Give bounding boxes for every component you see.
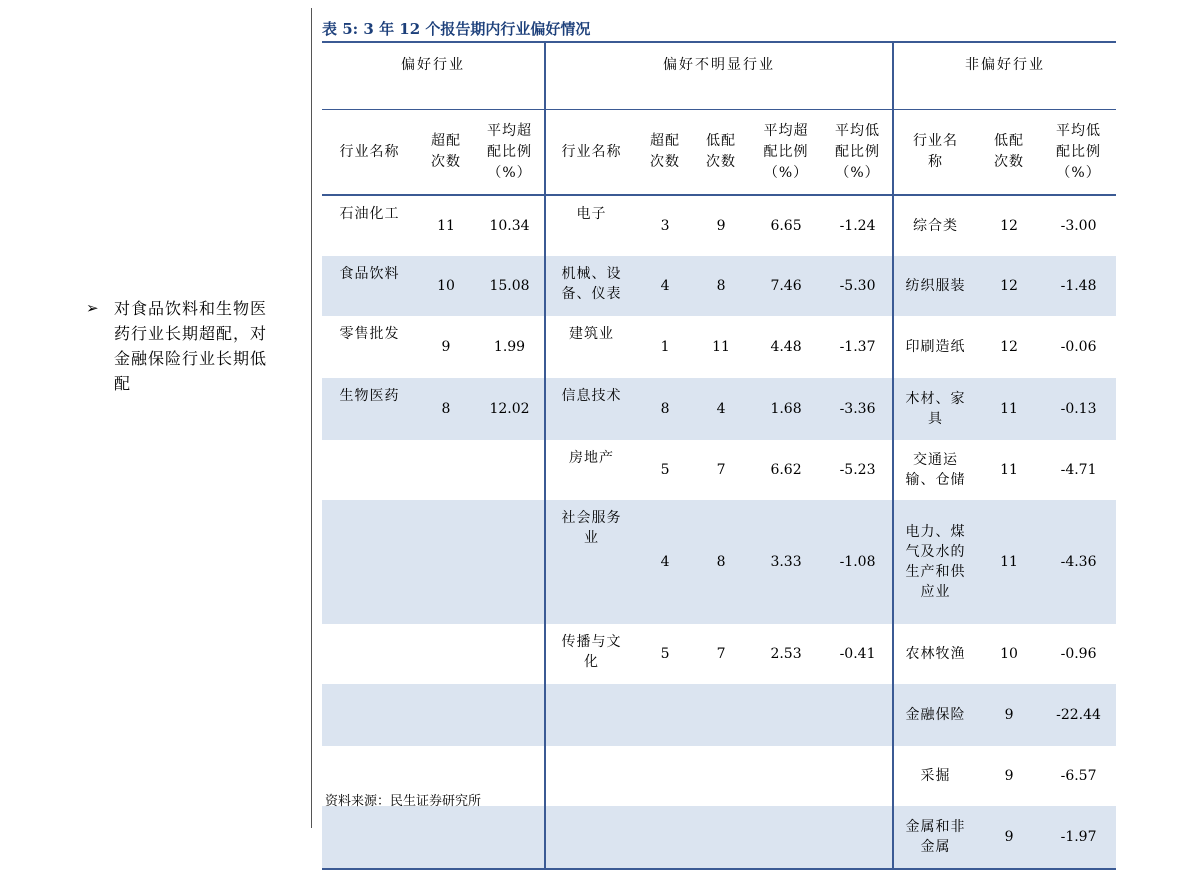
table-cell [322,378,417,440]
table-cell [475,806,545,869]
cell-text: 11 [712,339,730,355]
table-cell [475,378,545,440]
table-cell [475,500,545,624]
col-header: 超配次数 [417,110,475,196]
group-header-row [322,42,1116,110]
table-cell [545,746,637,806]
table-row [322,624,1116,684]
cell-text: 印刷造纸 [905,339,966,355]
cell-text: 农林牧渔 [905,646,966,662]
table-cell [749,500,823,624]
table-title: 表 5: 3 年 12 个报告期内行业偏好情况 [322,20,591,38]
table-cell [1041,378,1116,440]
cell-text: 5 [660,462,670,478]
cell-text: -4.71 [1060,462,1097,478]
table-row [322,500,1116,624]
col-header: 平均超配比例（%） [475,110,545,196]
table-cell [823,256,893,316]
table-cell [749,440,823,500]
col-header: 平均超配比例（%） [749,110,823,196]
col-header: 平均低配比例（%） [1041,110,1116,196]
col-header: 行业名称 [893,110,977,196]
table-cell [977,440,1041,500]
table-cell [417,195,475,256]
table-cell [823,316,893,378]
table-cell [322,195,417,256]
table-cell [693,746,749,806]
cell-text: 7 [716,646,726,662]
cell-text: -1.48 [1060,278,1097,294]
table-cell [417,500,475,624]
table-cell [693,806,749,869]
cell-text: 石油化工 [339,206,400,222]
cell-text: 9 [441,339,451,355]
table-cell [1041,440,1116,500]
table-row [322,316,1116,378]
cell-text: 金属和非金属 [905,819,966,855]
table-cell [417,806,475,869]
table-cell [1041,195,1116,256]
table-cell [545,195,637,256]
cell-text: -0.13 [1060,401,1097,417]
cell-text: -6.57 [1060,768,1097,784]
table-row [322,684,1116,746]
table-cell [545,624,637,684]
table-cell [749,684,823,746]
table-cell [823,378,893,440]
table-cell [545,806,637,869]
col-header: 低配次数 [693,110,749,196]
table-cell [823,440,893,500]
cell-text: 4 [660,278,670,294]
cell-text: 2.53 [770,646,802,662]
table-cell [1041,500,1116,624]
cell-text: 12.02 [489,401,530,417]
table-cell [749,256,823,316]
table-cell [977,684,1041,746]
cell-text: 房地产 [569,450,615,466]
table-cell [475,316,545,378]
table-cell [977,195,1041,256]
table-cell [637,440,693,500]
cell-text: -0.96 [1060,646,1097,662]
group-neutral: 偏好不明显行业 [545,42,893,110]
cell-text: 纺织服装 [905,278,966,294]
cell-text: 金融保险 [905,707,966,723]
table-cell [823,195,893,256]
table-cell [693,256,749,316]
cell-text: 11 [1000,554,1018,570]
table-cell [545,256,637,316]
cell-text: -1.37 [839,339,876,355]
table-cell [893,746,977,806]
table-cell [475,440,545,500]
cell-text: 交通运输、仓储 [905,452,966,488]
col-header: 行业名称 [322,110,417,196]
table-cell [637,316,693,378]
cell-text: -1.97 [1060,829,1097,845]
table-cell [417,440,475,500]
table-cell [475,195,545,256]
table-cell [637,684,693,746]
cell-text: 建筑业 [569,326,615,342]
table-cell [475,684,545,746]
table-cell [322,806,417,869]
cell-text: -1.24 [839,218,876,234]
source-note: 资料来源：民生证券研究所 [325,794,482,809]
cell-text: 5 [660,646,670,662]
cell-text: 7 [716,462,726,478]
cell-text: 6.62 [770,462,802,478]
cell-text: 10.34 [489,218,530,234]
cell-text: 9 [1004,707,1014,723]
cell-text: 采掘 [920,768,951,784]
page-divider [311,8,312,828]
table-cell [545,440,637,500]
cell-text: 1.68 [770,401,802,417]
table-cell [637,195,693,256]
table-cell [823,624,893,684]
table-row [322,378,1116,440]
cell-text: 12 [1000,218,1018,234]
cell-text: 6.65 [770,218,802,234]
cell-text: 9 [1004,768,1014,784]
table-cell [417,684,475,746]
cell-text: 木材、家具 [905,391,966,427]
table-row [322,440,1116,500]
table-cell [893,195,977,256]
cell-text: 传播与文化 [561,634,622,670]
table-cell [693,195,749,256]
cell-text: -0.41 [839,646,876,662]
table-cell [693,316,749,378]
industry-preference-table [322,41,1116,870]
table-cell [823,500,893,624]
column-header-row [322,110,1116,196]
cell-text: -1.08 [839,554,876,570]
table-cell [1041,256,1116,316]
table-cell [417,316,475,378]
cell-text: -5.23 [839,462,876,478]
table-cell [693,624,749,684]
table-cell [977,256,1041,316]
table-cell [322,316,417,378]
table-cell [545,378,637,440]
summary-text: 对食品饮料和生物医药行业长期超配，对金融保险行业长期低配 [114,299,268,393]
cell-text: -5.30 [839,278,876,294]
cell-text: 3.33 [770,554,802,570]
table-cell [417,256,475,316]
arrow-bullet-icon: ➢ [86,299,99,317]
cell-text: 10 [1000,646,1018,662]
cell-text: 9 [1004,829,1014,845]
cell-text: -4.36 [1060,554,1097,570]
col-header: 行业名称 [545,110,637,196]
table-cell [693,684,749,746]
cell-text: 11 [1000,462,1018,478]
col-header: 平均低配比例（%） [823,110,893,196]
table-cell [1041,316,1116,378]
col-header: 超配次数 [637,110,693,196]
cell-text: 电力、煤气及水的生产和供应业 [905,524,966,600]
cell-text: 4 [716,401,726,417]
cell-text: 7.46 [770,278,802,294]
cell-text: -22.44 [1056,707,1101,723]
table-cell [977,806,1041,869]
cell-text: 15.08 [489,278,530,294]
table-cell [893,256,977,316]
cell-text: -0.06 [1060,339,1097,355]
table-cell [637,746,693,806]
cell-text: 4 [660,554,670,570]
table-cell [749,806,823,869]
table-cell [1041,624,1116,684]
table-cell [693,378,749,440]
table-cell [637,500,693,624]
group-non-preferred: 非偏好行业 [893,42,1116,110]
table-cell [545,316,637,378]
table-cell [417,378,475,440]
table-cell [823,806,893,869]
cell-text: 1 [660,339,670,355]
table-cell [749,316,823,378]
cell-text: 机械、设备、仪表 [561,266,622,302]
sidebar-summary [86,296,286,396]
table-cell [977,500,1041,624]
cell-text: 12 [1000,278,1018,294]
table-cell [749,624,823,684]
cell-text: -3.00 [1060,218,1097,234]
table-cell [893,378,977,440]
table-cell [893,806,977,869]
cell-text: 电子 [576,206,607,222]
cell-text: 综合类 [913,218,959,234]
table-cell [545,684,637,746]
table-cell [893,500,977,624]
cell-text: 12 [1000,339,1018,355]
table-cell [637,256,693,316]
table-cell [475,256,545,316]
cell-text: 10 [437,278,455,294]
table-cell [475,624,545,684]
cell-text: 3 [660,218,670,234]
table-cell [977,624,1041,684]
cell-text: 8 [660,401,670,417]
table-cell [977,316,1041,378]
group-preferred: 偏好行业 [322,42,545,110]
table-cell [322,256,417,316]
table-cell [893,316,977,378]
cell-text: 1.99 [493,339,526,355]
table-cell [823,684,893,746]
table-cell [637,806,693,869]
table-row [322,806,1116,869]
table-cell [893,624,977,684]
cell-text: -3.36 [839,401,876,417]
table-cell [637,624,693,684]
table-cell [1041,684,1116,746]
table-cell [977,378,1041,440]
cell-text: 食品饮料 [339,266,400,282]
table-row [322,256,1116,316]
table-cell [749,378,823,440]
table-cell [893,440,977,500]
cell-text: 8 [716,554,726,570]
table-cell [693,440,749,500]
table-cell [637,378,693,440]
table-cell [893,684,977,746]
cell-text: 生物医药 [339,388,400,404]
col-header: 低配次数 [977,110,1041,196]
cell-text: 8 [716,278,726,294]
cell-text: 4.48 [770,339,802,355]
cell-text: 9 [716,218,726,234]
cell-text: 零售批发 [339,326,400,342]
cell-text: 信息技术 [561,388,622,404]
table-cell [1041,746,1116,806]
table-cell [749,195,823,256]
table-cell [749,746,823,806]
table-cell [1041,806,1116,869]
cell-text: 11 [1000,401,1018,417]
cell-text: 11 [437,218,455,234]
table-cell [545,500,637,624]
table-cell [823,746,893,806]
table-cell [417,624,475,684]
table-cell [322,624,417,684]
table-cell [475,746,545,806]
table-cell [322,684,417,746]
table-cell [322,500,417,624]
table-cell [693,500,749,624]
table-cell [977,746,1041,806]
cell-text: 社会服务业 [561,510,622,546]
table-cell [322,440,417,500]
table-row [322,195,1116,256]
cell-text: 8 [441,401,451,417]
